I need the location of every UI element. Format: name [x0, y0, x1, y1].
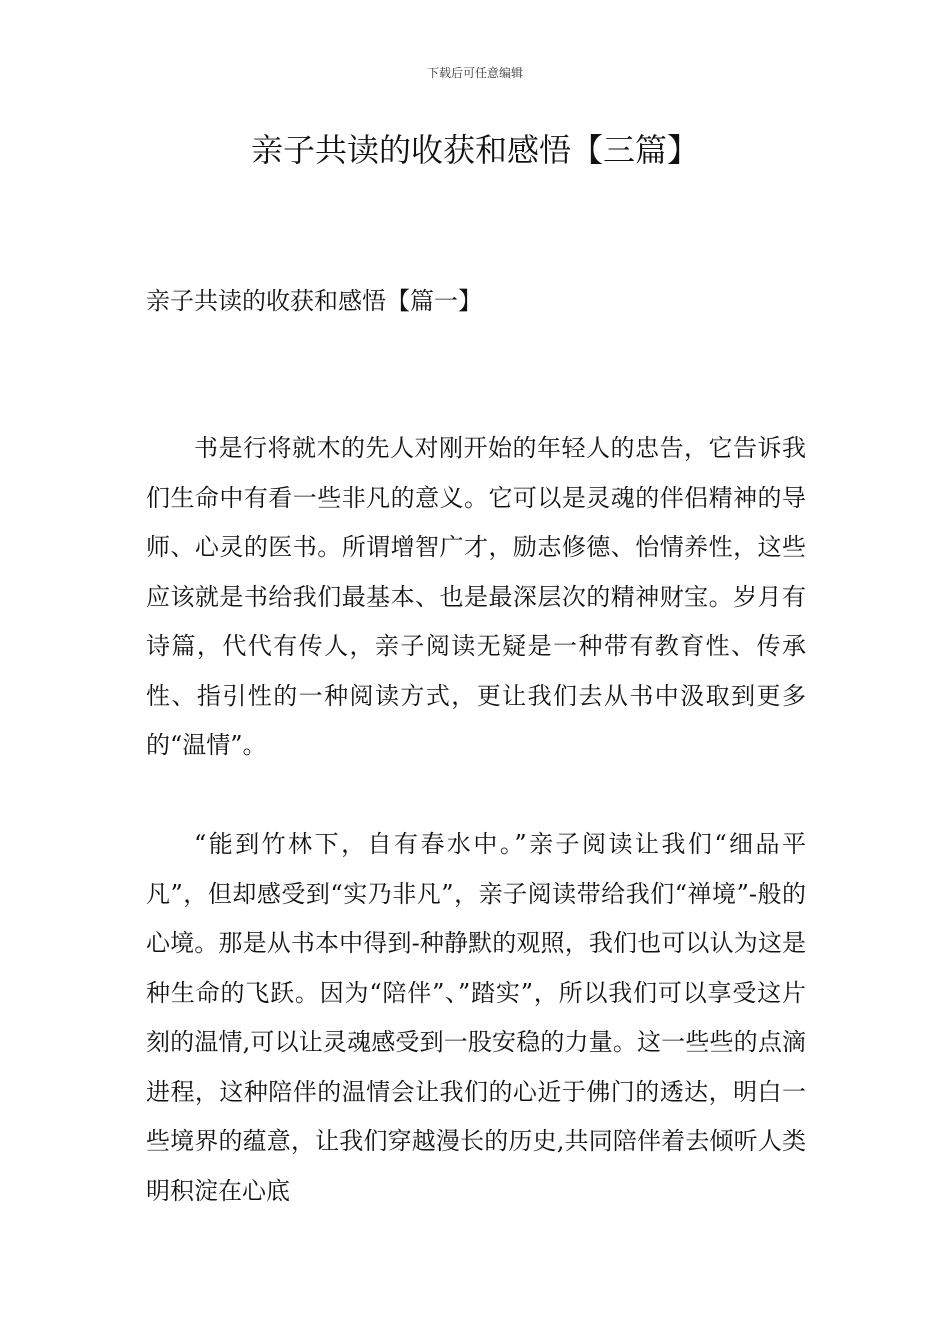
body-paragraph: “能到竹林下，自有春水中。”亲子阅读让我们“细品平凡”，但却感受到“实乃非凡”，亲子阅读带给我们“禅境”-般的心境。那是从书本中得到-种静默的观照，我们也可以认为这是种生命的飞跃。因为“陪伴”、”踏实”，所以我们可以享受这片刻的温情,可以让灵魂感受到一股安稳的力量。这一些些的点滴进程，这种陪伴的温情会让我们的心近于佛门的透达，明白一些境界的蕴意，让我们穿越漫长的历史,共同陪伴着去倾听人类明积淀在心底: [146, 830, 806, 1205]
header-note: 下载后可任意编辑: [426, 66, 523, 80]
section-heading: 亲子共读的收获和感悟【篇一】: [146, 287, 482, 315]
document-title: 亲子共读的收获和感悟【三篇】: [250, 131, 699, 169]
body-paragraph: 书是行将就木的先人对刚开始的年轻人的忠告，它告诉我们生命中有看一些非凡的意义。它可以是灵魂的伴侣精神的导师、心灵的医书。所谓增智广才，励志修德、怡情养性，这些应该就是书给我们最基本、也是最深层次的精神财宝。岁月有诗篇，代代有传人，亲子阅读无疑是一种带有教育性、传承性、指引性的一种阅读方式，更让我们去从书中汲取到更多的“温情”。: [146, 434, 806, 759]
